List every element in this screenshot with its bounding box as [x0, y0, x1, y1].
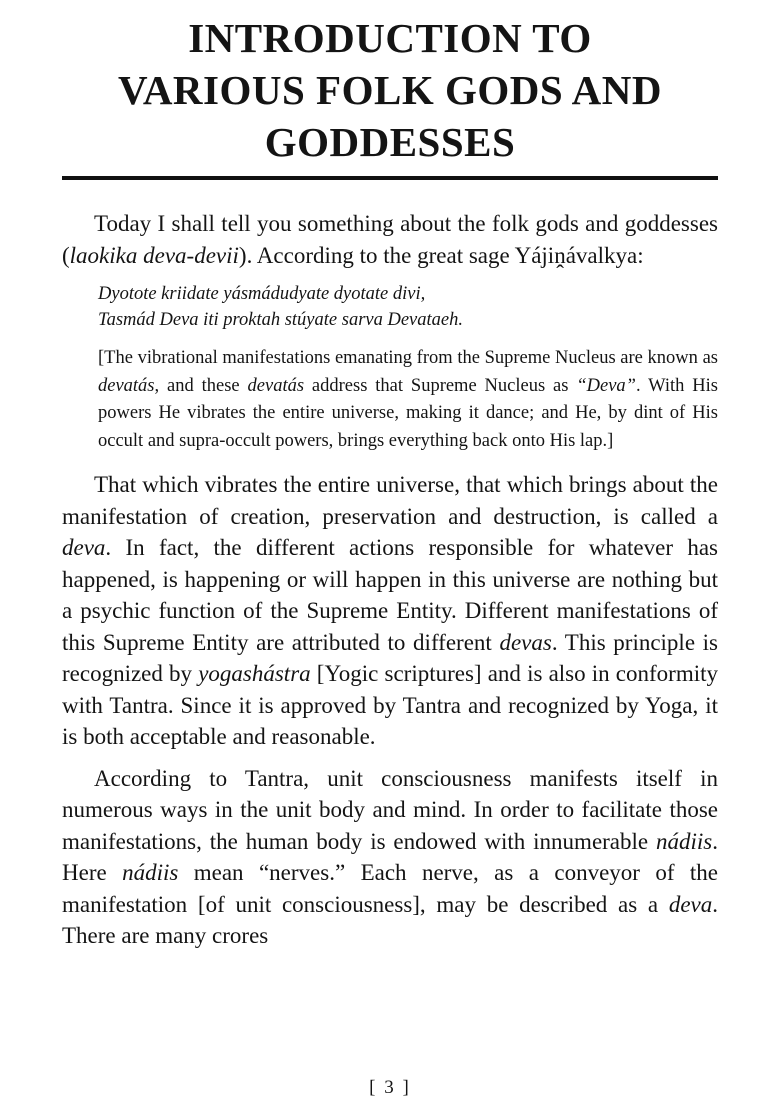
chapter-title [62, 12, 718, 168]
translation-text-1: [The vibrational manifestations emanating from the Supreme Nucleus are known as [98, 348, 718, 368]
paragraph-3-italic-2: nádiis [122, 860, 179, 885]
chapter-title-line-1: INTRODUCTION TO [188, 15, 592, 61]
paragraph-2-italic-2: devas [499, 629, 552, 655]
paragraph-2-italic-1: deva [62, 535, 106, 560]
paragraph-2-text-1: That which vibrates the entire universe, that which brings about the manifestation of creation, preservation and destruction, is called a [62, 472, 718, 529]
chapter-title-line-2: VARIOUS FOLK GODS AND [118, 67, 662, 113]
paragraph-3-text-1: According to Tantra, unit consciousness manifests itself in numerous ways in the unit body and mind. In order to facilitate those manifestations, the human body is endowed with innumerable [62, 765, 718, 854]
sanskrit-verse [98, 281, 718, 333]
verse-line-1: Dyotote kriidate yásmádudyate dyotate divi, [98, 284, 426, 304]
paragraph-3-text-4: . There are many crores [62, 891, 718, 948]
paragraph-2-italic-3: yogashástra [198, 661, 311, 686]
paragraph-3 [62, 763, 718, 952]
paragraph-1-italic-1: laokika deva-devii [69, 242, 239, 268]
paragraph-1 [62, 208, 718, 271]
paragraph-3-italic-1: nádiis [656, 828, 713, 854]
verse-translation [98, 345, 718, 455]
paragraph-3-text-3: mean “nerves.” Each nerve, as a conveyor of the manifestation [of unit consciousness], may be described as a [62, 860, 719, 917]
paragraph-2-text-2: . In fact, the different actions responsible for whatever has happened, is happening or will happen in this universe are nothing but a psychic function of the Supreme Entity. Different manifestations of this Supreme Entity are attributed to different [62, 535, 718, 655]
verse-line-2: Tasmád Deva iti proktah stúyate sarva Devataeh. [98, 310, 463, 330]
translation-text-4: . With His powers He vibrates the entire universe, making it dance; and He, by dint of His occult and supra-occult powers, brings everything back onto His lap.] [98, 375, 718, 451]
translation-text-3: address that Supreme Nucleus as [304, 375, 577, 396]
page-number: [ 3 ] [369, 1077, 411, 1098]
translation-italic-2: devatás [247, 375, 305, 396]
translation-italic-1: devatás [98, 375, 155, 396]
chapter-title-line-3: GODDESSES [264, 119, 516, 165]
paragraph-1-text-2: ). According to the great sage Yájiṋávalkya: [238, 242, 644, 268]
paragraph-3-italic-3: deva [668, 891, 713, 917]
paragraph-2 [62, 469, 718, 753]
paragraph-1-text-1: Today I shall tell you something about the folk gods and goddesses ( [62, 211, 718, 268]
title-divider [62, 176, 718, 180]
translation-text-2: , and these [154, 375, 248, 396]
paragraph-2-text-3: . This principle is recognized by [62, 629, 718, 686]
paragraph-3-text-2: . Here [62, 828, 718, 885]
book-page [62, 12, 718, 962]
paragraph-2-text-4: [Yogic scriptures] and is also in conformity with Tantra. Since it is approved by Tantra and recognized by Yoga, it is both acceptable and reasonable. [62, 661, 719, 749]
translation-italic-3: “Deva” [576, 375, 636, 396]
